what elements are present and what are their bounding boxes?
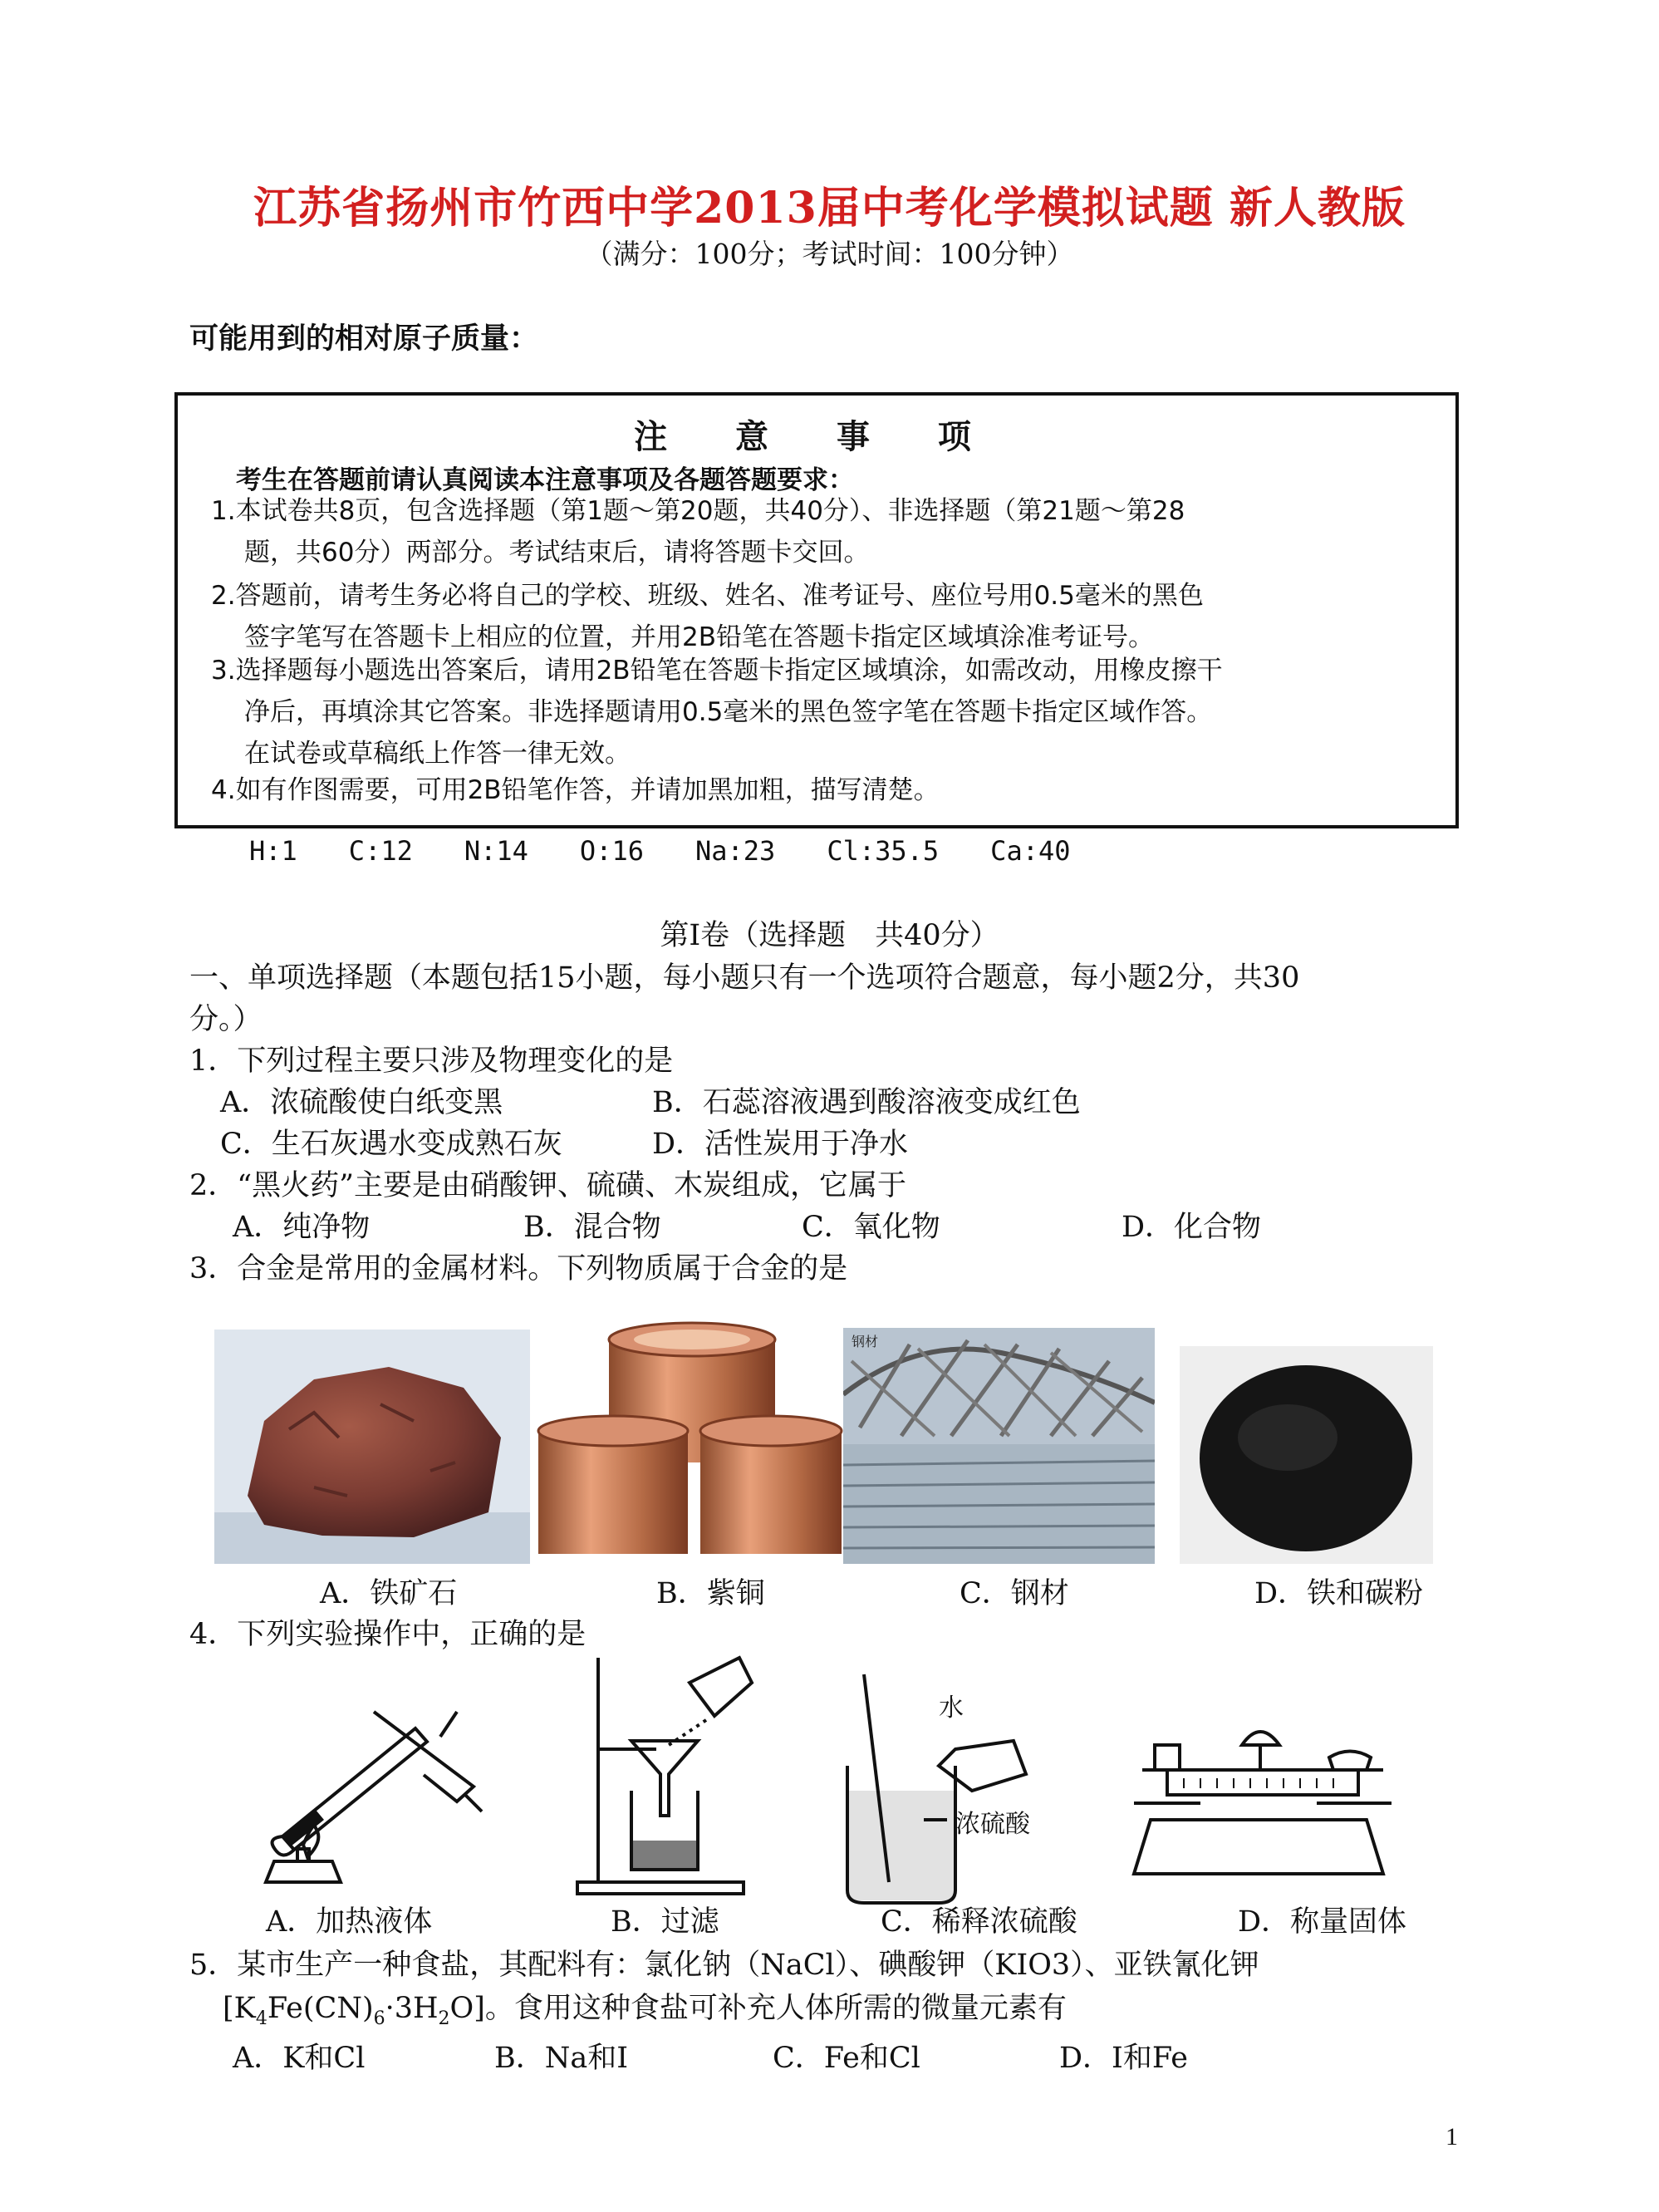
atomic-mass-n: N:14 <box>464 835 528 867</box>
iron-ore-image <box>214 1330 530 1564</box>
q5-stem: 5．某市生产一种食盐，其配料有：氯化钠（NaCl）、碘酸钾（KIO3）、亚铁氰化钾 <box>189 1949 1259 1982</box>
heating-liquid-diagram <box>249 1695 498 1895</box>
page-title: 江苏省扬州市竹西中学2013届中考化学模拟试题 新人教版 <box>253 183 1406 233</box>
steel-photo-label: 钢材 <box>852 1335 879 1349</box>
label-conc-acid: 浓硫酸 <box>955 1810 1030 1839</box>
atomic-mass-o: O:16 <box>579 835 644 867</box>
exam-info-subtitle: （满分：100分；考试时间：100分钟） <box>585 238 1074 270</box>
q4-option-b: B．过滤 <box>611 1905 719 1939</box>
atomic-mass-list <box>249 835 1122 867</box>
notice-item-4: 4.如有作图需要，可用2B铅笔作答，并请加黑加粗，描写清楚。 <box>211 775 940 805</box>
q4-option-a: A．加热液体 <box>266 1905 433 1939</box>
copper-photo <box>530 1321 850 1564</box>
q4-option-d: D．称量固体 <box>1238 1905 1407 1939</box>
q1-option-b: B．石蕊溶液遇到酸溶液变成红色 <box>652 1086 1081 1119</box>
q5-option-a: A．K和Cl <box>233 2042 366 2075</box>
q2-stem: 2．“黑火药”主要是由硝酸钾、硫磺、木炭组成，它属于 <box>189 1169 907 1202</box>
steel-photo <box>843 1328 1155 1564</box>
filtration-diagram <box>573 1649 764 1899</box>
q2-option-c: C．氧化物 <box>802 1211 940 1244</box>
notice-item-1: 1.本试卷共8页，包含选择题（第1题～第20题，共40分）、非选择题（第21题～第28 题，共60分）两部分。考试结束后，请将答题卡交回。 <box>211 496 1185 568</box>
q5-option-b: B．Na和I <box>494 2042 629 2075</box>
notice-box <box>174 392 1459 828</box>
q3-option-b: B．紫铜 <box>656 1577 765 1610</box>
part-heading: 一、单项选择题（本题包括15小题，每小题只有一个选项符合题意，每小题2分，共30 <box>189 961 1300 995</box>
section-title: 第Ⅰ卷（选择题 共40分） <box>660 919 999 952</box>
q4-stem: 4．下列实验操作中，正确的是 <box>189 1618 587 1651</box>
q5-option-d: D．I和Fe <box>1059 2042 1188 2075</box>
notice-lead: 考生在答题前请认真阅读本注意事项及各题答题要求： <box>236 465 854 495</box>
q1-stem: 1．下列过程主要只涉及物理变化的是 <box>189 1045 674 1078</box>
page-number: 1 <box>1445 2123 1458 2151</box>
notice-item-2: 2.答题前，请考生务必将自己的学校、班级、姓名、准考证号、座位号用0.5毫米的黑色 签字笔写在答题卡上相应的位置，并用2B铅笔在答题卡指定区域填涂准考证号。 <box>211 581 1204 652</box>
q1-option-c: C．生石灰遇水变成熟石灰 <box>220 1128 562 1161</box>
label-water: 水 <box>939 1693 964 1723</box>
atomic-mass-cl: Cl:35.5 <box>827 835 940 867</box>
q3-option-d: D．铁和碳粉 <box>1254 1577 1424 1610</box>
q1-option-a: A．浓硫酸使白纸变黑 <box>220 1086 503 1119</box>
steel-image <box>843 1328 1155 1564</box>
atomic-mass-intro: 可能用到的相对原子质量： <box>189 322 539 356</box>
dilute-acid-diagram <box>831 1666 1063 1907</box>
q5-option-c: C．Fe和Cl <box>773 2042 920 2075</box>
iron-ore-photo <box>214 1330 530 1564</box>
q2-option-a: A．纯净物 <box>233 1211 371 1244</box>
atomic-mass-na: Na:23 <box>695 835 776 867</box>
q2-option-b: B．混合物 <box>523 1211 661 1244</box>
iron-carbon-powder-photo <box>1180 1346 1433 1564</box>
q5-formula-line: $[K_4Fe(CN)_6\cdot 3H_2O]$。食用这种食盐可补充人体所需的微量元素有 <box>223 1992 1067 2029</box>
q1-option-d: D．活性炭用于净水 <box>652 1128 909 1161</box>
notice-item-3: 3.选择题每小题选出答案后，请用2B铅笔在答题卡指定区域填涂，如需改动，用橡皮擦干 净后，再填涂其它答案。非选择题请用0.5毫米的黑色签字笔在答题卡指定区域作答。 在试卷或草稿纸上作答一律无效。 <box>211 656 1223 769</box>
copper-rolls-image <box>530 1321 850 1564</box>
q3-option-a: A．铁矿石 <box>320 1577 458 1610</box>
q3-stem: 3．合金是常用的金属材料。下列物质属于合金的是 <box>189 1252 848 1285</box>
q3-option-c: C．钢材 <box>960 1577 1069 1610</box>
balance-diagram <box>1117 1712 1404 1890</box>
q2-option-d: D．化合物 <box>1122 1211 1262 1244</box>
powder-image <box>1180 1346 1433 1564</box>
atomic-mass-ca: Ca:40 <box>990 835 1071 867</box>
part-heading-cont: 分。） <box>189 1003 263 1036</box>
q4-option-c: C．稀释浓硫酸 <box>881 1905 1077 1939</box>
atomic-mass-h: H:1 <box>249 835 297 867</box>
notice-title: 注 意 事 项 <box>634 418 999 456</box>
atomic-mass-c: C:12 <box>348 835 413 867</box>
